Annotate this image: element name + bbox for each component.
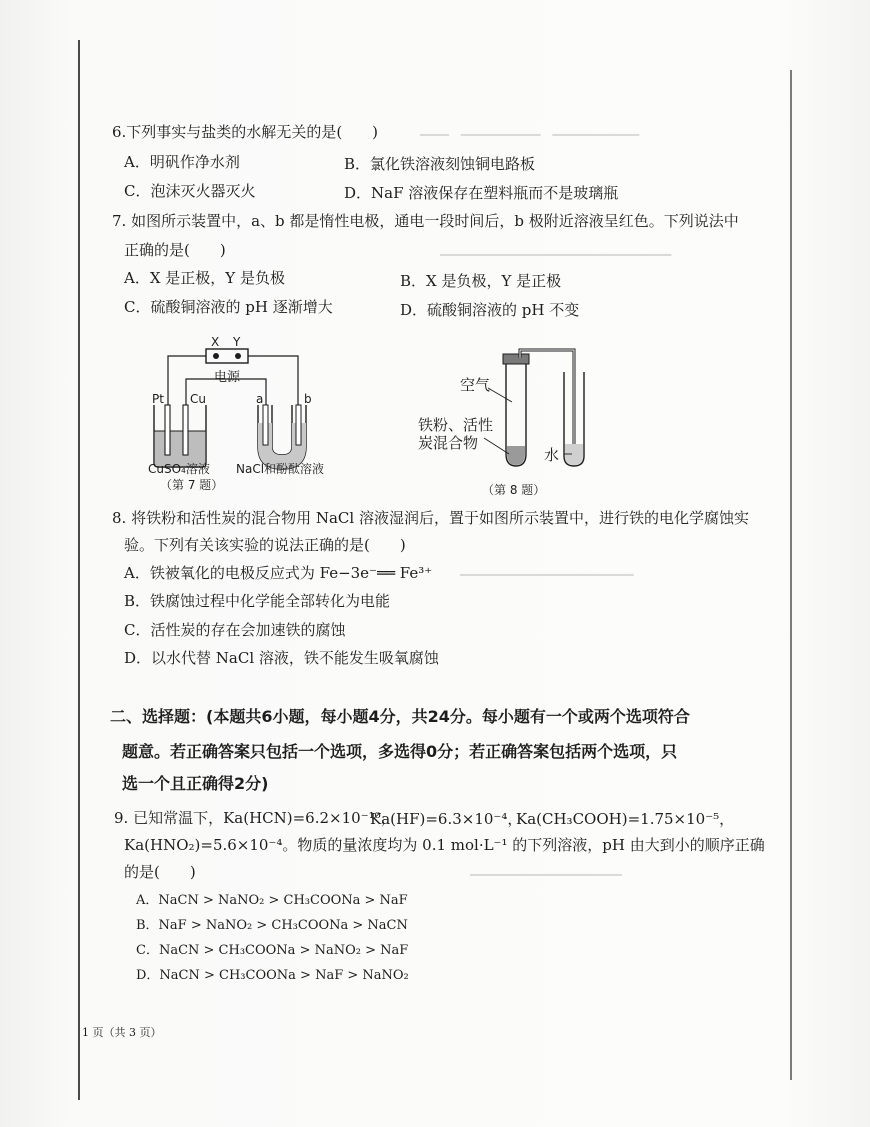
q6-stem: 6.下列事实与盐类的水解无关的是( ) (112, 123, 379, 141)
bleed-through: ━━━━ ━━━━━━━━━━━ ━━━━━━━━━━━━ (420, 128, 640, 142)
q8-option-d: D．以水代替 NaCl 溶液，铁不能发生吸氧腐蚀 (124, 649, 439, 667)
cuso4-solution (155, 431, 205, 466)
terminal-y (235, 353, 241, 359)
page-number: 1 页（共 3 页） (82, 1026, 162, 1039)
q7-stem-line2: 正确的是( ) (124, 241, 226, 259)
q9-option-a: A．NaCN > NaNO₂ > CH₃COONa > NaF (136, 893, 408, 908)
q8-option-b: B．铁腐蚀过程中化学能全部转化为电能 (124, 592, 391, 610)
water (565, 444, 583, 465)
q9-option-b: B．NaF > NaNO₂ > CH₃COONa > NaCN (136, 918, 408, 933)
q8-stem-line2: 验。下列有关该实验的说法正确的是( ) (124, 536, 406, 554)
figure-7-electrolysis-apparatus (140, 335, 360, 495)
label-mixture-line2: 炭混合物 (418, 434, 479, 452)
q6-option-b: B．氯化铁溶液刻蚀铜电路板 (344, 155, 536, 173)
q9-stem-line1-a: 9. 已知常温下，Ka(HCN)=6.2×10⁻¹⁰， (114, 809, 396, 827)
bleed-through: ━━━━━━━━━━━━━━━━━━━━━━━━━━━━━━━━ (440, 248, 672, 262)
delivery-tube (520, 350, 574, 454)
q8-option-c: C．活性炭的存在会加速铁的腐蚀 (124, 621, 346, 639)
label-a: a (256, 392, 264, 406)
electrode-a (263, 405, 268, 445)
section-2-line1: 二、选择题：(本题共6小题，每小题4分，共24分。每小题有一个或两个选项符合 (110, 707, 690, 726)
bleed-through: ━━━━━━━━━━━━━━━━━━━━━ (470, 868, 622, 882)
section-2-line2: 题意。若正确答案只包括一个选项，多选得0分；若正确答案包括两个选项，只 (122, 742, 678, 761)
air-leader (488, 388, 512, 402)
label-x: X (211, 335, 220, 349)
figure-7-caption: （第 7 题） (160, 478, 224, 492)
q7-option-c: C．硫酸铜溶液的 pH 逐渐增大 (124, 298, 333, 316)
iron-carbon-mixture (507, 446, 525, 465)
binding-edge-line (78, 40, 80, 1100)
cu-electrode (183, 405, 188, 455)
label-nacl: NaCl和酚酞溶液 (236, 462, 325, 476)
label-pt: Pt (152, 392, 164, 406)
q6-option-a: A．明矾作净水剂 (124, 153, 240, 171)
bleed-through: ━━━━━━━━━━━━━━━━━━━━━━━━ (460, 568, 634, 582)
q9-stem-line1-c: Ka(CH₃COOH)=1.75×10⁻⁵， (516, 810, 735, 828)
label-power: 电源 (214, 370, 241, 385)
label-water: 水 (544, 446, 560, 464)
label-b: b (304, 392, 312, 406)
q7-option-a: A．X 是正极，Y 是负极 (124, 269, 285, 287)
label-air: 空气 (460, 376, 491, 394)
mixture-leader (484, 438, 509, 454)
electrode-b (296, 405, 301, 445)
page-edge-line (790, 70, 792, 1080)
q9-stem-line1-b: Ka(HF)=6.3×10⁻⁴， (370, 810, 523, 828)
pt-electrode (165, 405, 170, 455)
q6-option-d: D．NaF 溶液保存在塑料瓶而不是玻璃瓶 (344, 184, 619, 202)
q7-option-b: B．X 是负极，Y 是正极 (400, 272, 562, 290)
q8-option-a: A．铁被氧化的电极反应式为 Fe−3e⁻══ Fe³⁺ (124, 564, 433, 582)
delivery-tube-inner (520, 350, 574, 454)
q7-stem-line1: 7. 如图所示装置中，a、b 都是惰性电极，通电一段时间后，b 极附近溶液呈红色。下列说法中 (112, 212, 739, 230)
figure-8-corrosion-apparatus (416, 346, 606, 504)
figure-8-caption: （第 8 题） (482, 483, 546, 497)
u-tube-inner (272, 405, 292, 455)
q6-option-c: C．泡沫灭火器灭火 (124, 182, 256, 200)
q7-option-d: D．硫酸铜溶液的 pH 不变 (400, 301, 580, 319)
power-source-box (206, 349, 248, 363)
label-cuso4: CuSO₄溶液 (148, 462, 210, 476)
q9-option-d: D．NaCN > CH₃COONa > NaF > NaNO₂ (136, 968, 409, 983)
section-2-line3: 选一个且正确得2分) (122, 774, 269, 793)
label-cu: Cu (190, 392, 206, 406)
q9-stem-line2: Ka(HNO₂)=5.6×10⁻⁴。物质的量浓度均为 0.1 mol·L⁻¹ 的下列溶液，pH 由大到小的顺序正确 (124, 836, 765, 854)
stopper (503, 354, 529, 364)
label-mixture-line1: 铁粉、活性 (418, 416, 494, 434)
terminal-x (213, 353, 219, 359)
q9-stem-line3: 的是( ) (124, 863, 196, 881)
q8-stem-line1: 8. 将铁粉和活性炭的混合物用 NaCl 溶液湿润后，置于如图所示装置中，进行铁的电化学腐蚀实 (112, 509, 749, 527)
label-y: Y (233, 335, 241, 349)
q9-option-c: C．NaCN > CH₃COONa > NaNO₂ > NaF (136, 943, 409, 958)
